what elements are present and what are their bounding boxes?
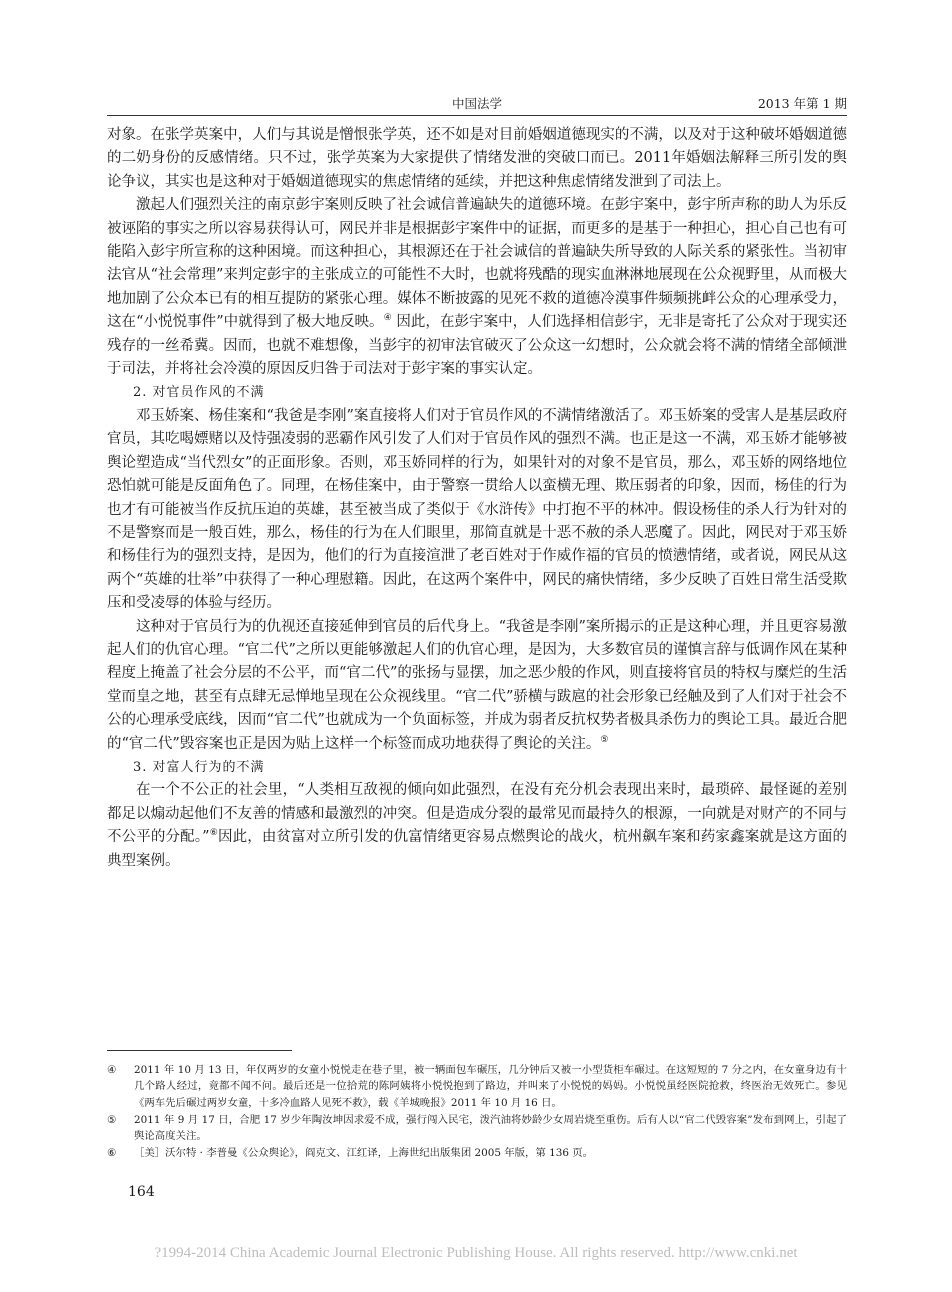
paragraph-5 — [107, 779, 847, 873]
footnotes — [107, 1062, 847, 1163]
footnote-ref-6[interactable]: ⑥ — [209, 828, 218, 839]
journal-title: 中国法学 — [451, 96, 502, 111]
footnote-text: ［美］沃尔特 · 李普曼《公众舆论》，阎克文、江红译，上海世纪出版集团 2005 年版，第 136 页。 — [134, 1147, 594, 1160]
copyright-watermark: ?1994-2014 China Academic Journal Electronic Publishing House. All rights reserved. http://www.cnki.net — [154, 1245, 798, 1261]
footnote-mark: ④ — [107, 1064, 117, 1076]
header-rule — [107, 115, 847, 116]
paragraph-2-text: 激起人们强烈关注的南京彭宇案则反映了社会诚信普遍缺失的道德环境。在彭宇案中，彭宇所声称的助人为乐反被诬陷的事实之所以容易获得认可，网民并非是根据彭宇案件中的证据，而更多的是基于一种担心，担心自己也有可能陷入彭宇所宣称的这种困境。而这种担心，其根源还在于社会诚信的普遍缺失所导致的人际关系的紧张性。当初审法官从“社会常理”来判定彭宇的主张成立的可能性不大时，也就将残酷的现实血淋淋地展现在公众视野里，从而极大地加剧了公众本已有的相互提防的紧张心理。媒体不断披露的见死不救的道德冷漠事件频频挑衅公众的心理承受力，这在“小悦悦事件”中就得到了极大地反映。 — [107, 197, 847, 331]
section-heading-3: 3. 对富人行为的不满 — [133, 759, 265, 775]
page-number: 164 — [128, 1184, 155, 1200]
paragraph-5-text-cont: 因此，由贫富对立所引发的仇富情绪更容易点燃舆论的战火，杭州飙车案和药家鑫案就是这方面的典型案例。 — [107, 829, 847, 869]
footnote-6 — [107, 1145, 847, 1161]
running-header — [107, 94, 847, 114]
article-body — [107, 124, 847, 873]
section-heading-2: 2. 对官员作风的不满 — [133, 385, 265, 401]
footnote-text: 2011 年 9 月 17 日，合肥 17 岁少年陶汝坤因求爱不成，强行闯入民宅，泼汽油将妙龄少女周岩烧至重伤。后有人以“官二代毁容案”发布到网上，引起了舆论高度关注。 — [134, 1113, 847, 1143]
issue-label: 2013 年第 1 期 — [757, 96, 847, 111]
footnote-rule — [107, 1050, 292, 1051]
paragraph-2-text-cont: 因此，在彭宇案中，人们选择相信彭宇，无非是寄托了公众对于现实还残存的一丝希冀。因而，也就不难想像，当彭宇的初审法官破灭了公众这一幻想时，公众就会将不满的情绪全部倾泄于司法，并将社会冷漠的原因反归咎于司法对于彭宇案的事实认定。 — [107, 314, 847, 378]
paragraph-1: 对象。在张学英案中，人们与其说是憎恨张学英，还不如是对目前婚姻道德现实的不满，以及对于这种破坏婚姻道德的二奶身份的反感情绪。只不过，张学英案为大家提供了情绪发泄的突破口而已。2011年婚姻法解释三所引发的舆论争议，其实也是这种对于婚姻道德现实的焦虑情绪的延续，并把这种焦虑情绪发泄到了司法上。 — [107, 127, 847, 190]
footnote-ref-5[interactable]: ⑤ — [600, 734, 609, 745]
paragraph-4-text: 这种对于官员行为的仇视还直接延伸到官员的后代身上。“我爸是李刚”案所揭示的正是这种心理，并且更容易激起人们的仇官心理。“官二代”之所以更能够激起人们的仇官心理，是因为，大多数官员的谨慎言辞与低调作风在某种程度上掩盖了社会分层的不公平，而“官二代”的张扬与显摆，加之恶少般的作风，则直接将官员的特权与糜烂的生活堂而皇之地，甚至有点肆无忌惮地呈现在公众视线里。“官二代”骄横与跋扈的社会形象已经触及到了人们对于社会不公的心理承受底线，因而“官二代”也就成为一个负面标签，并成为弱者反抗权势者极具杀伤力的舆论工具。最近合肥的“官二代”毁容案也正是因为贴上这样一个标签而成功地获得了舆论的关注。 — [107, 618, 847, 752]
footnote-5 — [107, 1112, 847, 1145]
footnote-mark: ⑤ — [107, 1113, 117, 1126]
footnote-ref-4[interactable]: ④ — [383, 313, 392, 324]
paragraph-5-text: 在一个不公正的社会里，“人类相互敌视的倾向如此强烈，在没有充分机会表现出来时，最琐碎、最怪诞的差别都足以煽动起他们不友善的情感和最激烈的冲突。但是造成分裂的最常见而最持久的根源，一向就是对财产的不同与不公平的分配。” — [107, 782, 847, 846]
footnote-mark: ⑥ — [107, 1147, 117, 1160]
paragraph-3: 邓玉娇案、杨佳案和“我爸是李刚”案直接将人们对于官员作风的不满情绪激活了。邓玉娇案的受害人是基层政府官员，其吃喝嫖赌以及恃强凌弱的恶霸作风引发了人们对于官员作风的强烈不满。也正是这一不满，邓玉娇才能够被舆论塑造成“当代烈女”的正面形象。否则，邓玉娇同样的行为，如果针对的对象不是官员，那么，邓玉娇的网络地位恐怕就可能是反面角色了。同理，在杨佳案中，由于警察一贯给人以蛮横无理、欺压弱者的印象，因而，杨佳的行为也才有可能被当作反抗压迫的英雄，甚至被当成了类似于《水浒传》中打抱不平的林冲。假设杨佳的杀人行为针对的不是警察而是一般百姓，那么，杨佳的行为在人们眼里，那简直就是十恶不赦的杀人恶魔了。因此，网民对于邓玉娇和杨佳行为的强烈支持，是因为，他们的行为直接渲泄了老百姓对于作威作福的官员的愤懑情绪，或者说，网民从这两个“英雄的壮举”中获得了一种心理慰籍。因此，在这两个案件中，网民的痛快情绪，多少反映了百姓日常生活受欺压和受凌辱的体验与经历。 — [107, 407, 847, 612]
paragraph-4 — [107, 616, 847, 756]
paragraph-2 — [107, 194, 847, 381]
footnote-4 — [107, 1062, 847, 1111]
footnote-text: 2011 年 10 月 13 日，年仅两岁的女童小悦悦走在巷子里，被一辆面包车碾压，几分钟后又被一小型货柜车碾过。在这短短的 7 分之内，在女童身边有十几个路人经过，竟都不闻不问。最后还是一位拾荒的陈阿姨将小悦悦抱到了路边，并叫来了小悦悦的妈妈。小悦悦虽经医院抢救，终医治无效死亡。参见《两车先后碾过两岁女童，十多冷血路人见死不救》，载《羊城晚报》2011 年 10 月 16 日。 — [134, 1064, 847, 1109]
